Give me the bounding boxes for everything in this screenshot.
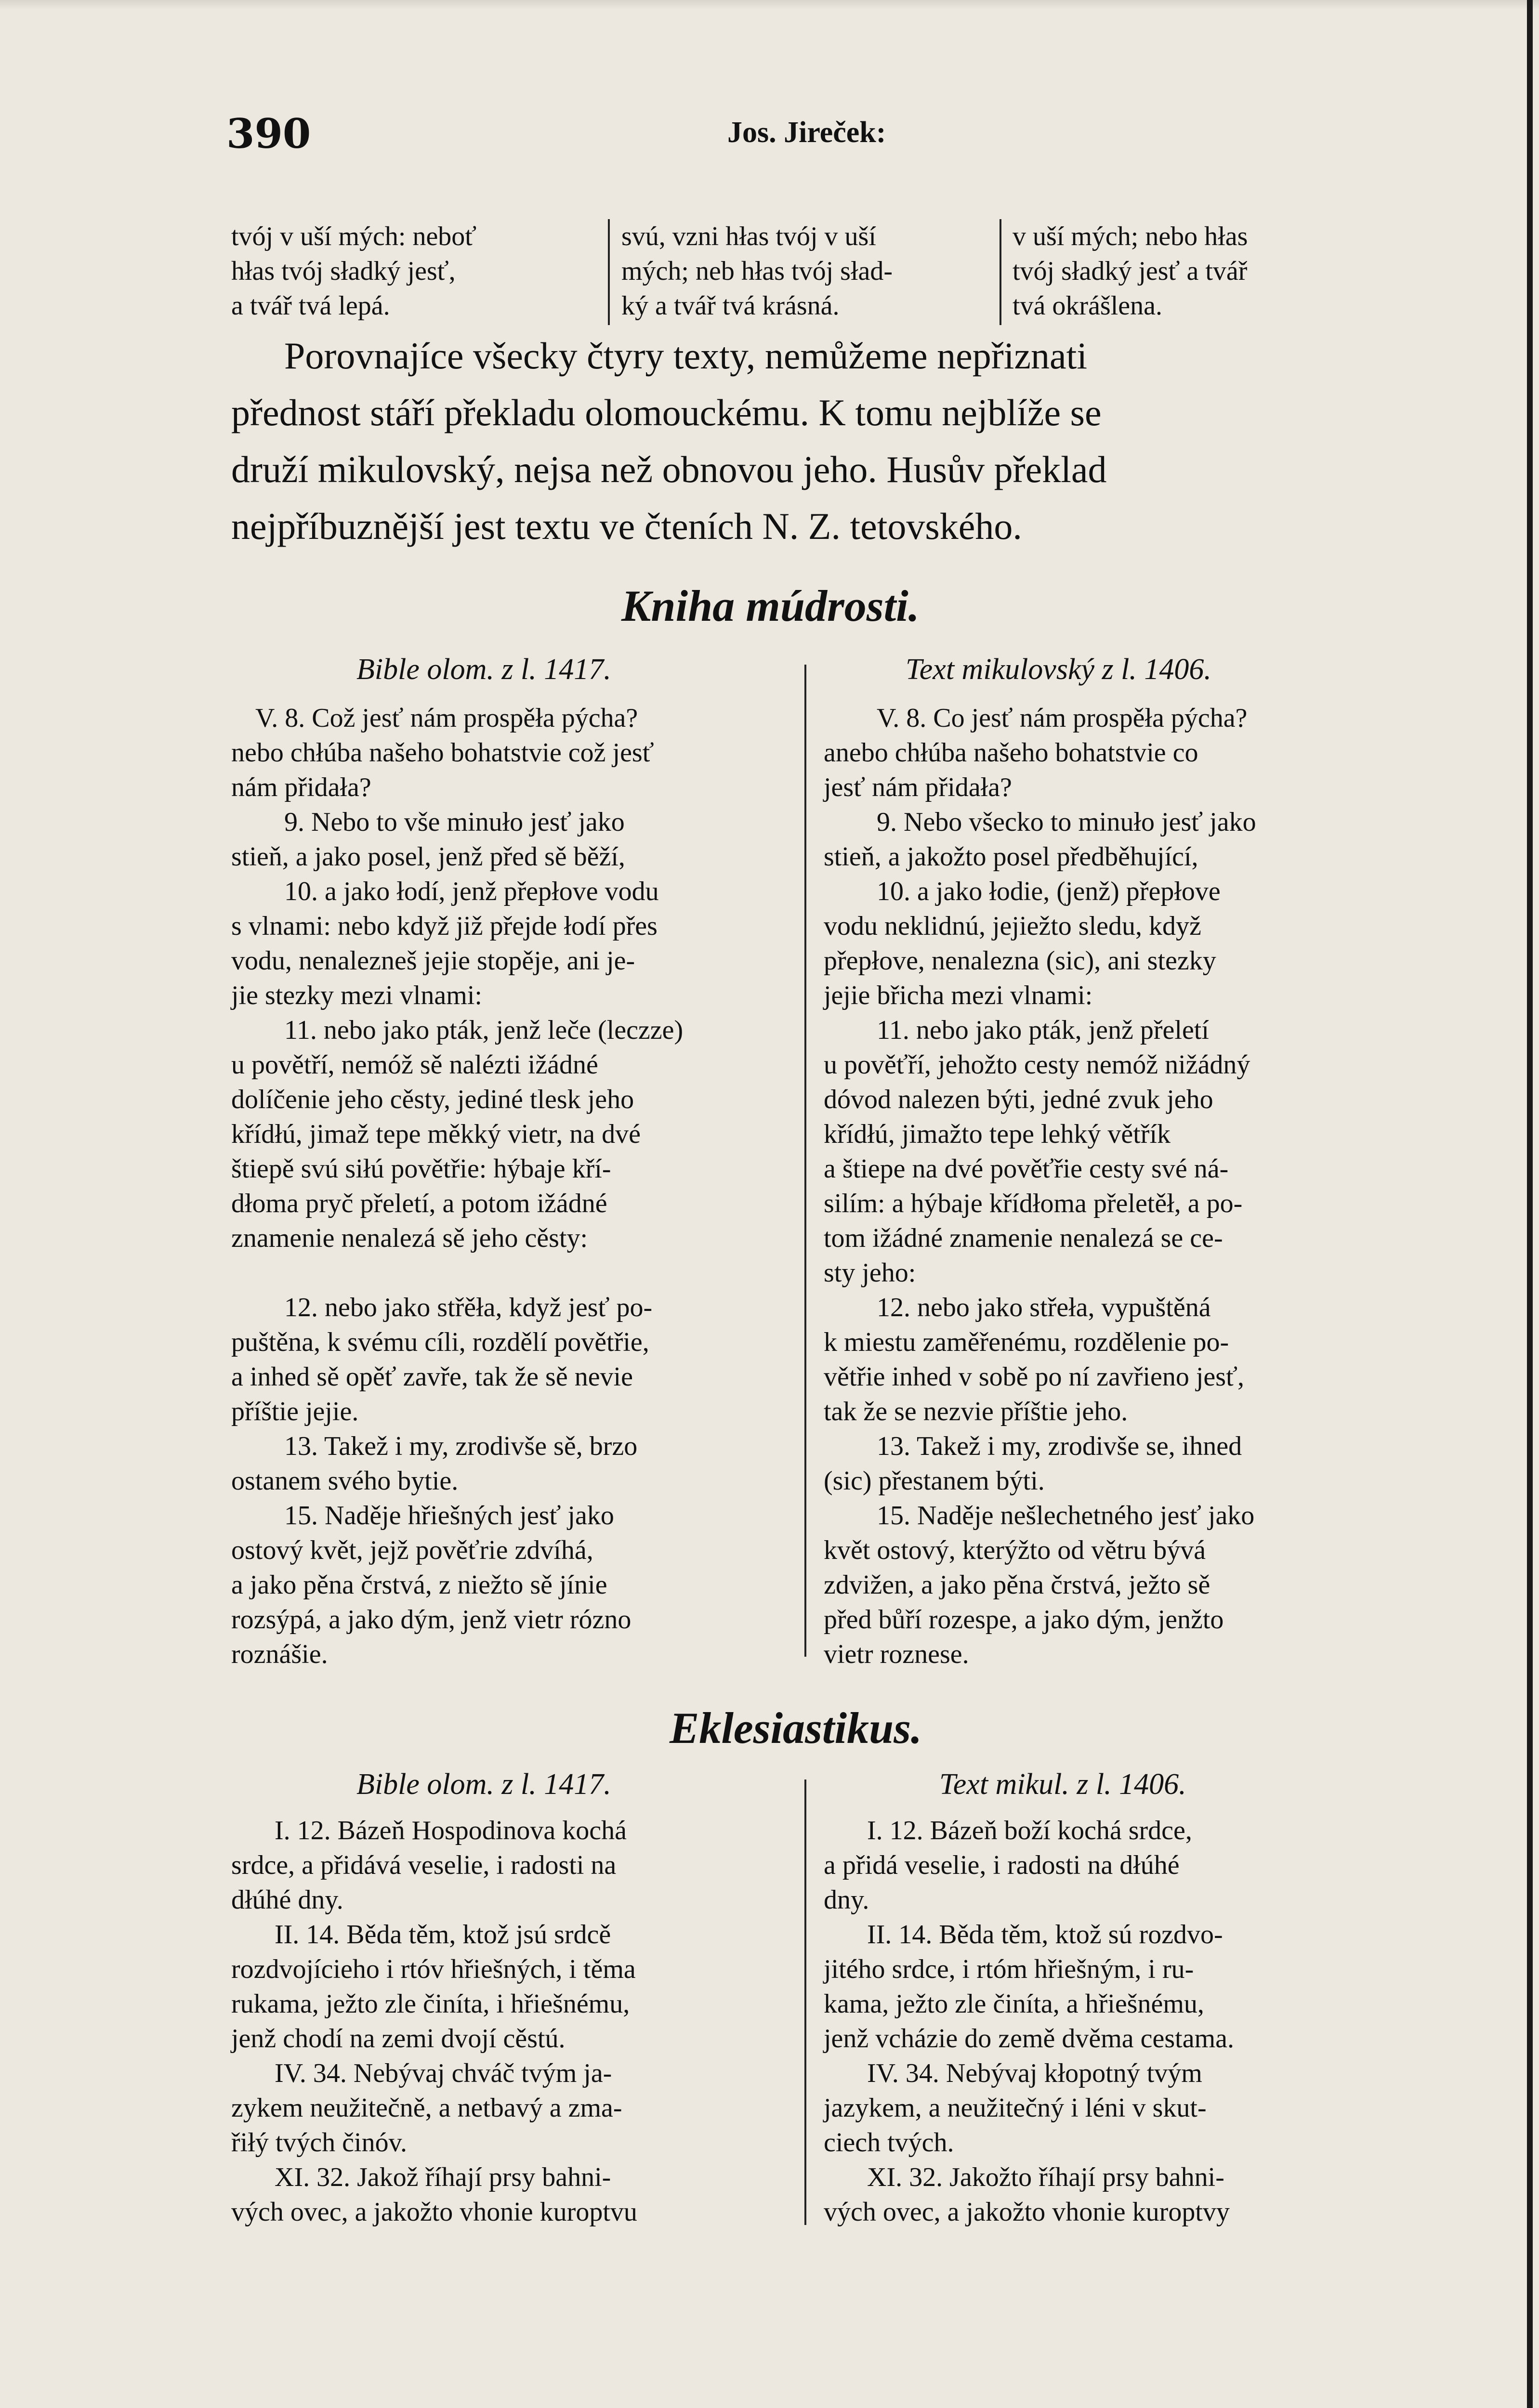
text-line: 10. a jako łodie, (jenž) přepłove	[877, 877, 1221, 906]
text-line: II. 14. Běda těm, ktož sú rozdvo-	[867, 1920, 1223, 1950]
text-line: nebo chłúba našeho bohatstvie což jesť	[231, 738, 654, 768]
text-line: I. 12. Bázeň Hospodinova kochá	[275, 1816, 627, 1845]
text-line: tvá okrášlena.	[1013, 291, 1162, 321]
column-divider	[804, 1780, 806, 2225]
section2-left-column	[231, 1813, 795, 2229]
scan-edge	[1527, 0, 1533, 2408]
text-line: sty jeho:	[824, 1258, 916, 1288]
text-line: stieň, a jakožto posel předběhující,	[824, 842, 1198, 872]
column-heading-left: Bible olom. z l. 1417.	[356, 653, 611, 686]
text-line: květ ostový, kterýžto od větru bývá	[824, 1535, 1206, 1565]
text-line: vých ovec, a jakožto vhonie kuroptvu	[231, 2197, 637, 2227]
text-line: I. 12. Bázeň boží kochá srdce,	[867, 1816, 1192, 1845]
text-line: anebo chłúba našeho bohatstvie co	[824, 738, 1198, 768]
text-line: přepłove, nenalezna (sic), ani stezky	[824, 946, 1216, 976]
text-line: rozdvojícieho i rtóv hřiešných, i těma	[231, 1954, 636, 1984]
text-line: jazykem, a neužitečný i lénі v skut-	[824, 2093, 1207, 2123]
text-line: a tvář tvá lepá.	[231, 291, 390, 321]
text-line: puštěna, k svému cíli, rozdělí povětřie,	[231, 1327, 649, 1357]
text-line: 13. Takež i my, zrodivše se, ihned	[877, 1431, 1242, 1461]
running-head: Jos. Jireček:	[727, 116, 886, 149]
text-line: křídłú, jimaž tepe měkký vietr, na dvé	[231, 1119, 641, 1149]
text-line: hłas tvój sładký jesť,	[231, 256, 456, 286]
text-line: jenž vcházie do země dvěma cestama.	[824, 2024, 1234, 2054]
text-line: 15. Naděje nešlechetného jesť jako	[877, 1501, 1255, 1531]
page-number: 390	[226, 110, 311, 157]
text-line: vietr roznese.	[824, 1639, 969, 1669]
text-line: jesť nám přidała?	[824, 772, 1012, 802]
text-line: kama, ježto zle činíta, a hřiešnému,	[824, 1989, 1204, 2019]
column-divider	[804, 665, 806, 1657]
section1-left-column	[231, 701, 795, 1672]
text-line: vodu neklidnú, jejiežto sledu, když	[824, 911, 1201, 941]
text-line: nejpříbuznější jest textu ve čteních N. Z. tetovského.	[231, 505, 1022, 547]
page-top-shadow	[0, 0, 1539, 10]
text-line: rozsýpá, a jako dým, jenž vietr rózno	[231, 1605, 631, 1635]
text-line: dny.	[824, 1885, 869, 1915]
intro-column-2	[621, 219, 992, 323]
text-line: štiepě svú siłú povětřie: hýbaje kří-	[231, 1154, 611, 1184]
text-line: rukama, ježto zle činíta, i hřiešnému,	[231, 1989, 630, 2019]
text-line: a štiepe na dvé pověťřie cesty své ná-	[824, 1154, 1229, 1184]
text-line: 11. nebo jako pták, jenž leče (leczze)	[284, 1015, 684, 1045]
text-line: V. 8. Co jesť nám prospěła pýcha?	[877, 703, 1248, 733]
column-heading-right: Text mikul. z l. 1406.	[939, 1768, 1186, 1801]
text-line: mých; neb hłas tvój sład-	[621, 256, 893, 286]
text-line: Porovnajíce všecky čtyry texty, nemůžeme nepřiznati	[284, 335, 1087, 377]
text-line: křídłú, jimažto tepe lehký větřík	[824, 1119, 1171, 1149]
text-line: jenž chodí na zemi dvojí cěstú.	[231, 2024, 566, 2054]
text-line: tom ižádné znamenie nenalezá se ce-	[824, 1223, 1223, 1253]
text-line: jie stezky mezi vlnami:	[231, 981, 482, 1010]
text-line: (sic) přestanem býti.	[824, 1466, 1045, 1496]
text-line: svú, vzni hłas tvój v uší	[621, 222, 876, 251]
text-line: 10. a jako łodí, jenž přepłove vodu	[284, 877, 659, 906]
text-line: V. 8. Což jesť nám prospěła pýcha?	[255, 703, 638, 733]
text-line: k miestu zaměřenému, rozdělenie po-	[824, 1327, 1229, 1357]
intro-column-1	[231, 219, 602, 323]
body-paragraph	[231, 327, 1397, 555]
text-line: zykem neužitečně, a netbavý a zma-	[231, 2093, 622, 2123]
text-line: a inhed sě opěť zavře, tak že sě nevie	[231, 1362, 633, 1392]
text-line: v uší mých; nebo hłas	[1013, 222, 1248, 251]
text-line: 13. Takež i my, zrodivše sě, brzo	[284, 1431, 638, 1461]
text-line: IV. 34. Nebývaj chváč tvým ja-	[275, 2058, 612, 2088]
text-line: stieň, a jako posel, jenž před sě běží,	[231, 842, 625, 872]
text-line: příštie jejie.	[231, 1397, 359, 1426]
text-line: dłoma pryč přeletí, a potom ižádné	[231, 1189, 607, 1218]
text-line: ostanem svého bytie.	[231, 1466, 459, 1496]
text-line: XI. 32. Jakož říhají prsy bahni-	[275, 2162, 611, 2192]
text-line: II. 14. Běda těm, ktož jsú srdcě	[275, 1920, 611, 1950]
text-line: 12. nebo jako střěła, když jesť po-	[284, 1293, 653, 1322]
text-line: tak že se nezvie příštie jeho.	[824, 1397, 1128, 1426]
text-line: jejie břicha mezi vlnami:	[824, 981, 1093, 1010]
text-line: srdce, a přidává veselie, i radosti na	[231, 1850, 617, 1880]
text-line: přednost stáří překladu olomouckému. K tomu nejblíže se	[231, 392, 1102, 433]
text-line: 11. nebo jako pták, jenž přeletí	[877, 1015, 1209, 1045]
text-line: řiłý tvých činóv.	[231, 2128, 407, 2158]
text-line: ciech tvých.	[824, 2128, 954, 2158]
text-line: druží mikulovský, nejsa než obnovou jeho. Husův překlad	[231, 448, 1107, 490]
section-title: Kniha múdrosti.	[621, 581, 920, 630]
text-line: 15. Naděje hřiešných jesť jako	[284, 1501, 614, 1531]
text-line: nám přidała?	[231, 772, 371, 802]
text-line: ký a tvář tvá krásná.	[621, 291, 840, 321]
text-line: dolíčenie jeho cěsty, jediné tlesk jeho	[231, 1085, 634, 1114]
text-line: ostový květ, jejž pověťrie zdvíhá,	[231, 1535, 593, 1565]
text-line: u povětří, nemóž sě nalézti ižádné	[231, 1050, 598, 1080]
text-line: a přidá veselie, i radosti na dłúhé	[824, 1850, 1180, 1880]
text-line: s vlnami: nebo když již přejde łodí přes	[231, 911, 658, 941]
text-line: vých ovec, a jakožto vhonie kuroptvy	[824, 2197, 1230, 2227]
section2-right-column	[824, 1813, 1392, 2229]
text-line: XI. 32. Jakožto říhají prsy bahni-	[867, 2162, 1224, 2192]
column-heading-right: Text mikulovský z l. 1406.	[906, 653, 1211, 686]
text-line: a jako pěna črstvá, z niežto sě jínie	[231, 1570, 607, 1600]
text-line: 9. Nebo všecko to minuło jesť jako	[877, 807, 1256, 837]
text-line: silím: a hýbaje křídłoma přeletěł, a po-	[824, 1189, 1243, 1218]
text-line: IV. 34. Nebývaj kłopotný tvým	[867, 2058, 1202, 2088]
text-line: větřie inhed v sobě po ní zavřieno jesť,	[824, 1362, 1245, 1392]
text-line: zdvižen, a jako pěna črstvá, ježto sě	[824, 1570, 1210, 1600]
text-line: vodu, nenalezneš jejie stopěje, ani je-	[231, 946, 635, 976]
text-line: roznášie.	[231, 1639, 328, 1669]
column-divider	[608, 219, 610, 325]
text-line: tvój v uší mých: neboť	[231, 222, 477, 251]
text-line: u pověťří, jehožto cesty nemóž nižádný	[824, 1050, 1250, 1080]
column-heading-left: Bible olom. z l. 1417.	[356, 1768, 611, 1801]
text-line: tvój sładký jesť a tvář	[1013, 256, 1248, 286]
text-line: dóvod nalezen býti, jedné zvuk jeho	[824, 1085, 1213, 1114]
text-line: 12. nebo jako střeła, vypuštěná	[877, 1293, 1211, 1322]
text-line: 9. Nebo to vše minuło jesť jako	[284, 807, 625, 837]
text-line: znamenie nenalezá sě jeho cěsty:	[231, 1223, 588, 1253]
text-line: jitého srdce, i rtóm hřiešným, i ru-	[824, 1954, 1194, 1984]
section-title: Eklesiastikus.	[670, 1703, 922, 1753]
text-line	[231, 1256, 795, 1290]
section1-right-column	[824, 701, 1392, 1672]
text-line: před bůří rozespe, a jako dým, jenžto	[824, 1605, 1224, 1635]
column-divider	[1000, 219, 1001, 325]
text-line: dłúhé dny.	[231, 1885, 343, 1915]
intro-column-3	[1013, 219, 1393, 323]
